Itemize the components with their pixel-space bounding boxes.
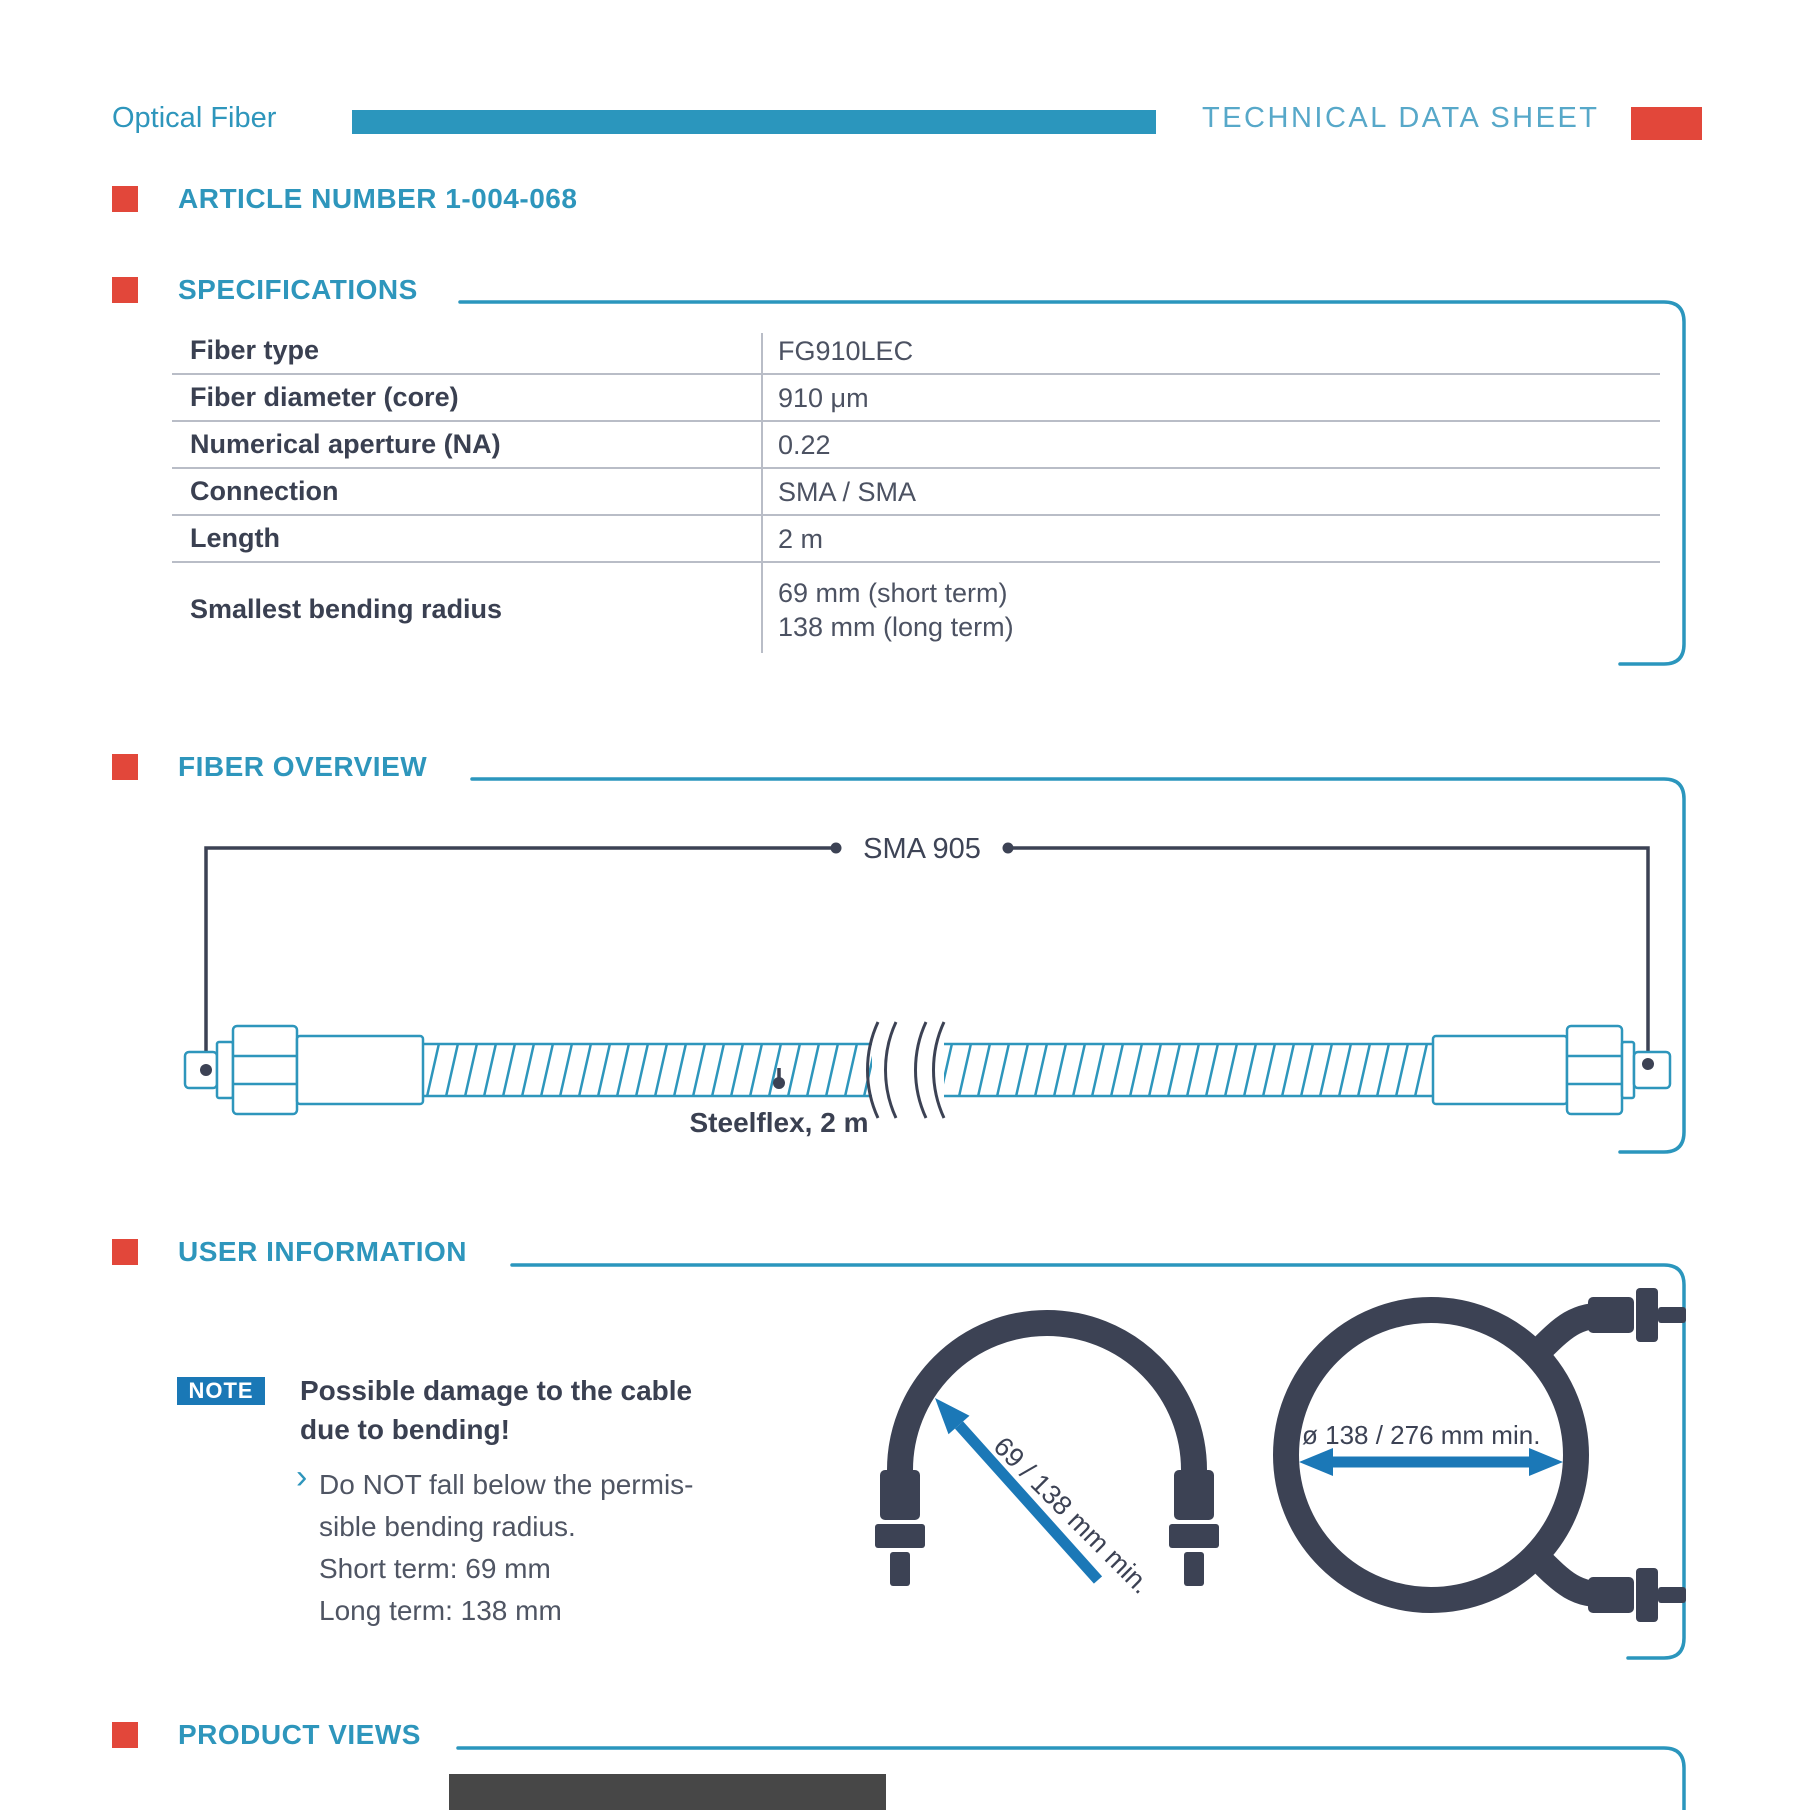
product-photo-edge [449, 1774, 886, 1810]
steelflex-label: Steelflex, 2 m [689, 1107, 869, 1138]
user-information-bullet [112, 1239, 138, 1265]
bullet-line: sible bending radius. [319, 1511, 576, 1542]
spec-row-value: 69 mm (short term) 138 mm (long term) [778, 577, 1014, 642]
header-teal-bar [352, 110, 1156, 134]
user-information-title: USER INFORMATION [178, 1236, 468, 1267]
leader-dot [773, 1077, 785, 1089]
sma-connector-left [185, 1026, 423, 1114]
spec-row-value: 0.22 [778, 429, 831, 460]
leader-line-right [1008, 848, 1648, 1058]
specifications-title: SPECIFICATIONS [178, 274, 418, 305]
spec-row [172, 422, 1660, 469]
leader-dot [200, 1064, 212, 1076]
bend-radius-label: 69 / 138 mm min. [987, 1431, 1157, 1600]
spec-row [172, 516, 1660, 563]
note-warning-title [300, 1371, 692, 1449]
bending-radius-diagrams [840, 1280, 1720, 1700]
spec-row [172, 469, 1660, 516]
leader-dot [1003, 843, 1014, 854]
loop-connector-top [1588, 1288, 1686, 1342]
spec-row-label: Connection [190, 476, 339, 506]
spec-row-label: Length [190, 523, 280, 553]
warning-line-2: due to bending! [300, 1414, 510, 1445]
sma-905-label: SMA 905 [863, 833, 981, 865]
fiber-overview-title: FIBER OVERVIEW [178, 751, 428, 782]
spec-row-value: 2 m [778, 523, 824, 554]
steelflex-tubing [423, 1043, 1433, 1097]
header-doc-type: TECHNICAL DATA SHEET [1202, 102, 1600, 134]
spec-row-value: SMA / SMA [778, 476, 917, 507]
header-red-mark [1631, 107, 1702, 140]
spec-row [172, 375, 1660, 422]
article-number-bullet [112, 186, 138, 212]
bullet-line: Short term: 69 mm [319, 1553, 551, 1584]
spec-table-body [172, 328, 1660, 656]
spec-row-label: Fiber diameter (core) [190, 382, 459, 412]
note-badge: NOTE [177, 1377, 265, 1405]
loop-diameter-label: ø 138 / 276 mm min. [1302, 1420, 1541, 1450]
loop-diagram [1286, 1288, 1686, 1622]
spec-row-value: FG910LEC [778, 335, 914, 366]
specifications-table [172, 328, 1660, 656]
bullet-line: Do NOT fall below the permis- [319, 1469, 694, 1500]
loop-arrowhead-right [1529, 1448, 1563, 1476]
spec-row-label: Numerical aperture (NA) [190, 429, 501, 459]
loop-arrowhead-left [1299, 1448, 1333, 1476]
spec-row-label: Fiber type [190, 335, 320, 365]
note-bullet-lines [319, 1464, 694, 1632]
fiber-cable-diagram [160, 830, 1700, 1160]
fiber-overview-bullet [112, 754, 138, 780]
leader-dot [1642, 1058, 1654, 1070]
loop-connector-bottom [1588, 1568, 1686, 1622]
spec-row [172, 328, 1660, 375]
sma-connector-right [1433, 1026, 1670, 1114]
product-views-bullet [112, 1722, 138, 1748]
cable-break-marks [868, 1022, 945, 1118]
spec-row-value: 910 μm [778, 382, 869, 413]
specifications-bullet [112, 277, 138, 303]
arch-connector-left [875, 1470, 925, 1586]
bullet-chevron: › [296, 1458, 308, 1496]
bend-arch-diagram [875, 1323, 1219, 1600]
leader-dot [831, 843, 842, 854]
warning-line-1: Possible damage to the cable [300, 1375, 693, 1406]
spec-table-column-divider [761, 333, 763, 653]
spec-row-label: Smallest bending radius [190, 594, 503, 624]
spec-row [172, 563, 1660, 656]
bullet-line: Long term: 138 mm [319, 1595, 562, 1626]
article-number-title: ARTICLE NUMBER 1-004-068 [178, 183, 578, 214]
arch-connector-right [1169, 1470, 1219, 1586]
product-views-title: PRODUCT VIEWS [178, 1719, 421, 1750]
header-product-line: Optical Fiber [112, 102, 277, 134]
